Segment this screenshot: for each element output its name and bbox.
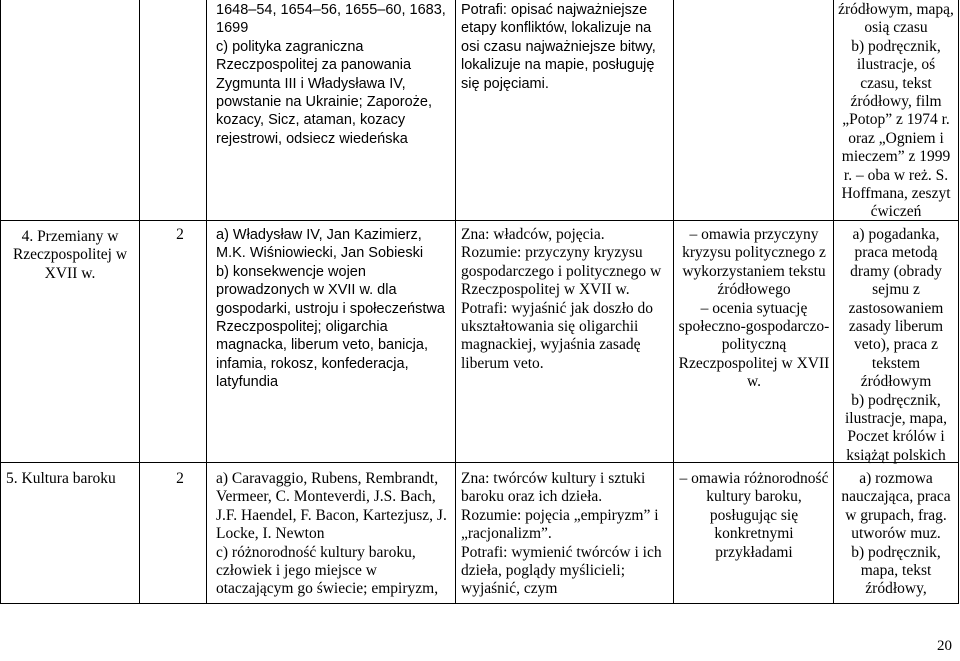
row2-procedures-text: – omawia przyczyny kryzysu politycznego z wykorzystaniem tekstu źródłowego – ocenia sytuację społeczno-gospodarczo-polityczną Rzeczpospolitej w XVII w. (678, 226, 830, 391)
col-divider-2 (206, 0, 207, 604)
row1-content (216, 1, 452, 148)
col-divider-1 (139, 0, 140, 604)
col-divider-5 (833, 0, 834, 604)
table-border-right (958, 0, 959, 604)
row3-content (216, 470, 452, 599)
row2-procedures (676, 226, 832, 392)
row2-content-text: a) Władysław IV, Jan Kazimierz, M.K. Wiśniowiecki, Jan Sobieski b) konsekwencje wojen prowadzonych w XVII w. dla gospodarki, ustroju i społeczeństwa Rzeczpospolitej; oligarchia magnacka, liberum veto, banicja, infamia, rokosz, konfederacja, latyfundia (216, 227, 445, 391)
table-border-bottom (0, 603, 959, 604)
row3-hours (140, 470, 220, 488)
row3-procedures-text: – omawia różnorodność kultury baroku, posługując się konkretnymi przykładami (679, 470, 829, 561)
row3-goals-text: Zna: twórców kultury i sztuki baroku oraz ich dzieła. Rozumie: pojęcia „empiryzm” i „racjonalizm”. Potrafi: wymienić twórców i ich dzieła, poglądy myślicieli; wyjaśnić, czym (461, 470, 662, 598)
row2-methods-text: a) pogadanka, praca metodą dramy (obrady sejmu z zastosowaniem zasady liberum veto), praca z tekstem źródłowym b) podręcznik, ilustracje, mapa, Poczet królów i książąt polskich (845, 226, 947, 464)
row1-goals (461, 1, 671, 93)
row3-methods (836, 470, 956, 599)
row3-topic-text: 5. Kultura baroku (6, 470, 116, 487)
col-divider-3 (455, 0, 456, 604)
row1-methods (836, 1, 956, 222)
row3-topic (6, 470, 138, 488)
row3-procedures (676, 470, 832, 562)
row2-topic (2, 228, 138, 283)
row2-hours (140, 226, 220, 244)
row3-content-text: a) Caravaggio, Rubens, Rembrandt, Vermeer, C. Monteverdi, J.S. Bach, J.F. Haendel, F. Bacon, Kartezjusz, J. Locke, I. Newton c) różnorodność kultury baroku, człowiek i jego miejsce w otaczającym go świecie; empiryzm, (216, 470, 447, 598)
row2-topic-text: 4. Przemiany w Rzeczpospolitej w XVII w. (12, 228, 128, 282)
page-number: 20 (937, 638, 952, 654)
row2-methods (836, 226, 956, 465)
row2-goals-text: Zna: władców, pojęcia. Rozumie: przyczyny kryzysu gospodarczego i politycznego w Rzeczpospolitej w XVII w. Potrafi: wyjaśnić jak doszło do ukształtowania się oligarchii magnackiej, wyjaśnia zasadę liberum veto. (461, 226, 662, 372)
row-divider-2 (0, 462, 959, 463)
row3-hours-text: 2 (176, 470, 184, 487)
row-divider-1 (0, 220, 959, 221)
row2-goals (461, 226, 671, 373)
row2-hours-text: 2 (176, 226, 184, 243)
row1-content-text: 1648–54, 1654–56, 1655–60, 1683, 1699 c) polityka zagraniczna Rzeczpospolitej za panowania Zygmunta III i Władysława IV, powstanie na Ukrainie; Zaporoże, kozacy, Sicz, ataman, kozacy rejestrowi, odsiecz wiedeńska (216, 2, 446, 147)
row1-goals-text: Potrafi: opisać najważniejsze etapy konfliktów, lokalizuje na osi czasu najważniejsze bitwy, lokalizuje na mapie, posługuję się pojęciami. (461, 2, 656, 92)
row3-methods-text: a) rozmowa nauczająca, praca w grupach, frag. utworów muz. b) podręcznik, mapa, tekst źródłowy, (841, 470, 951, 598)
col-divider-4 (673, 0, 674, 604)
table-border-left (0, 0, 1, 604)
row2-content (216, 226, 452, 392)
row3-goals (461, 470, 671, 599)
row1-methods-text: źródłowym, mapą, osią czasu b) podręcznik, ilustracje, oś czasu, tekst źródłowy, film „Potop” z 1974 r. oraz „Ogniem i mieczem” z 1999 r. – oba w reż. S. Hoffmana, zeszyt ćwiczeń (838, 1, 954, 221)
